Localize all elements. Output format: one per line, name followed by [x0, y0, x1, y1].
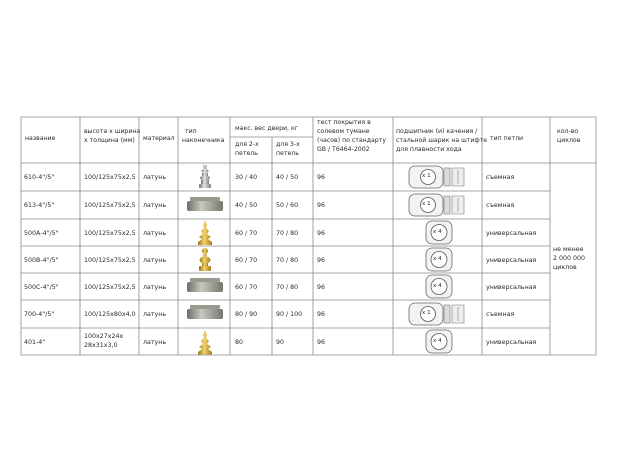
row-4-weight-3: 70 / 80 — [276, 257, 299, 264]
row-3-hinge-type: универсальная — [486, 230, 537, 237]
row-6-weight-2: 80 / 90 — [235, 311, 258, 318]
row-2-hinge-type: съемная — [486, 202, 515, 209]
bearing-count: x 1 — [422, 173, 431, 179]
bearing-count: x 1 — [422, 310, 431, 316]
header-dims-line2: х толщина (мм) — [84, 137, 135, 144]
row-6-test: 96 — [317, 311, 326, 318]
bearing-diagram-row-2 — [408, 193, 470, 217]
row-7-dims-line1: 100x27x24x — [84, 333, 124, 340]
row-2-dims: 100/125x75x2,5 — [84, 202, 136, 209]
bearing-diagram-row-6 — [408, 302, 470, 326]
header-bearing-line2: стальной шарик на штифте — [396, 137, 488, 144]
row-3-weight-3: 70 / 80 — [276, 230, 299, 237]
bearing-count: x 4 — [433, 256, 442, 262]
header-three-hinges-line2: петель — [276, 150, 299, 157]
row-5-dims: 100/125x75x2,5 — [84, 284, 136, 291]
header-name: название — [25, 135, 56, 142]
bearing-count: x 4 — [433, 338, 442, 344]
row-4-dims: 100/125x75x2,5 — [84, 257, 136, 264]
header-tip-line2: наконечника — [182, 137, 225, 144]
silver-finial-icon — [193, 164, 217, 190]
header-salt-test-line3: (часов) по стандарту — [317, 137, 386, 144]
header-salt-test-line2: солевом тумане — [317, 128, 370, 135]
header-three-hinges-line1: для 3-х — [276, 141, 300, 148]
row-4-material: латунь — [143, 257, 167, 264]
row-7-test: 96 — [317, 339, 326, 346]
row-6-hinge-type: съемная — [486, 311, 515, 318]
header-two-hinges-line2: петель — [235, 150, 258, 157]
bearing-diagram-row-7 — [425, 329, 453, 354]
bearing-diagram-row-5 — [425, 274, 453, 299]
row-4-name: 500В-4"/5" — [24, 257, 59, 264]
row-4-test: 96 — [317, 257, 326, 264]
silver-flat-cap-icon — [184, 196, 226, 212]
gold-ball-finial-icon — [196, 246, 214, 273]
row-3-weight-2: 60 / 70 — [235, 230, 258, 237]
row-1-hinge-type: съемная — [486, 174, 515, 181]
row-2-weight-2: 40 / 50 — [235, 202, 258, 209]
header-bearing-line3: для плавности хода — [396, 146, 462, 153]
cycles-line2: 2 000 000 — [553, 255, 586, 262]
row-7-hinge-type: универсальная — [486, 339, 537, 346]
row-4-weight-2: 60 / 70 — [235, 257, 258, 264]
row-1-weight-2: 30 / 40 — [235, 174, 258, 181]
row-5-hinge-type: универсальная — [486, 284, 537, 291]
row-5-name: 500С-4"/5" — [24, 284, 59, 291]
row-6-material: латунь — [143, 311, 167, 318]
header-material: материал — [143, 135, 175, 142]
header-salt-test-line4: GB / T6464-2002 — [317, 146, 370, 153]
header-bearing-line1: подшипник (и) качения / — [396, 128, 478, 135]
gold-crown-finial-icon — [195, 219, 215, 246]
row-2-test: 96 — [317, 202, 326, 209]
row-6-name: 700-4"/5" — [24, 311, 55, 318]
row-7-name: 401-4" — [24, 339, 46, 346]
row-3-name: 500А-4"/5" — [24, 230, 59, 237]
header-dims-line1: высота х ширина — [84, 128, 141, 135]
bearing-diagram-row-3 — [425, 220, 453, 245]
row-4-hinge-type: универсальная — [486, 257, 537, 264]
row-1-dims: 100/125x75x2,5 — [84, 174, 136, 181]
row-1-weight-3: 40 / 50 — [276, 174, 299, 181]
bearing-count: x 4 — [433, 229, 442, 235]
row-5-weight-2: 60 / 70 — [235, 284, 258, 291]
row-6-weight-3: 90 / 100 — [276, 311, 303, 318]
silver-flat-cap-icon — [184, 304, 226, 320]
row-1-name: 610-4"/5" — [24, 174, 55, 181]
row-7-dims-line2: 28x31x3,0 — [84, 342, 118, 349]
bearing-count: x 4 — [433, 283, 442, 289]
silver-flat-cap-icon — [184, 277, 226, 293]
row-3-dims: 100/125x75x2,5 — [84, 230, 136, 237]
gold-crown-finial-icon — [195, 329, 215, 355]
row-3-test: 96 — [317, 230, 326, 237]
header-salt-test-line1: тест покрытия в — [317, 119, 371, 126]
bearing-diagram-row-1 — [408, 165, 470, 189]
row-5-material: латунь — [143, 284, 167, 291]
row-1-material: латунь — [143, 174, 167, 181]
row-5-weight-3: 70 / 80 — [276, 284, 299, 291]
header-cycles-line2: циклов — [557, 137, 581, 144]
bearing-diagram-row-4 — [425, 247, 453, 272]
row-6-dims: 100/125x80x4,0 — [84, 311, 136, 318]
row-2-name: 613-4"/5" — [24, 202, 55, 209]
header-hinge-type: тип петли — [490, 135, 524, 142]
row-5-test: 96 — [317, 284, 326, 291]
row-2-weight-3: 50 / 60 — [276, 202, 299, 209]
row-7-material: латунь — [143, 339, 167, 346]
cycles-line1: не менее — [553, 246, 584, 253]
cycles-line3: циклов — [553, 264, 577, 271]
header-tip-line1: тип — [185, 128, 197, 135]
row-1-test: 96 — [317, 174, 326, 181]
row-2-material: латунь — [143, 202, 167, 209]
header-cycles-line1: кол-во — [557, 128, 579, 135]
header-two-hinges-line1: для 2-х — [235, 141, 259, 148]
row-3-material: латунь — [143, 230, 167, 237]
row-7-weight-2: 80 — [235, 339, 244, 346]
header-max-weight: макс. вес двери, кг — [235, 125, 298, 132]
row-7-weight-3: 90 — [276, 339, 285, 346]
bearing-count: x 1 — [422, 201, 431, 207]
